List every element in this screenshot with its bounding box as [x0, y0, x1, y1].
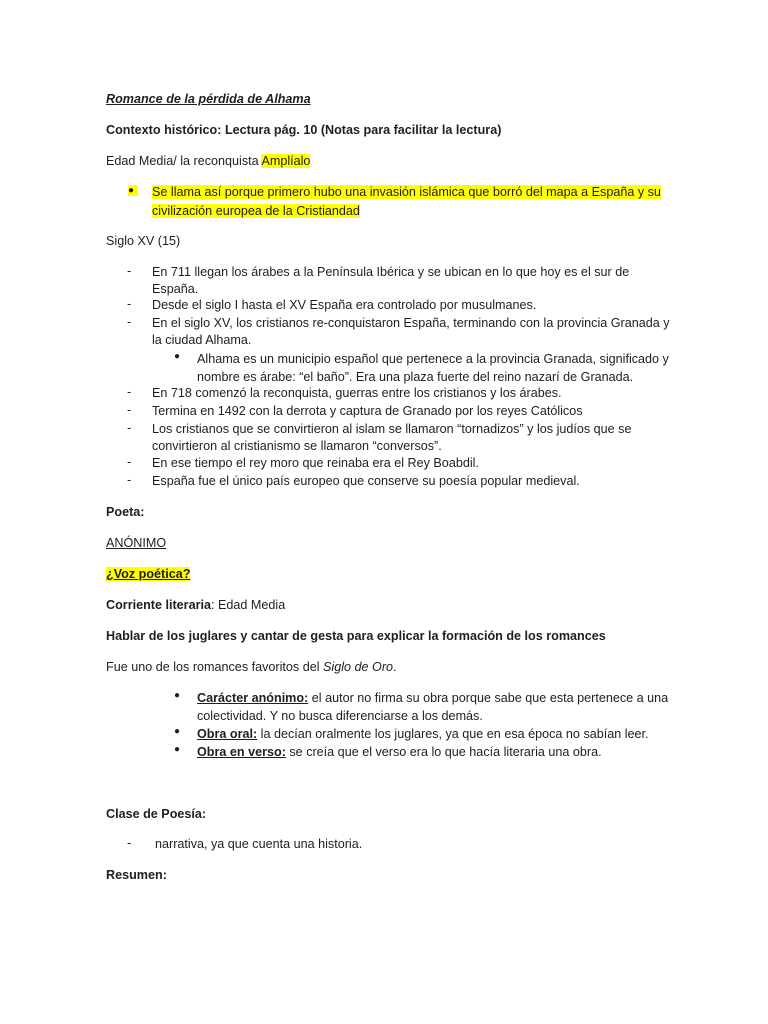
- favoritos-end: .: [393, 660, 397, 674]
- clase-item: narrativa, ya que cuenta una historia.: [155, 837, 363, 851]
- corriente-value: : Edad Media: [211, 598, 286, 612]
- feature-label: Carácter anónimo:: [197, 691, 309, 705]
- dash-bullet: -: [127, 836, 132, 850]
- history-item: En ese tiempo el rey moro que reinaba era el Rey Boabdil.: [152, 456, 479, 470]
- edad-media-line: [106, 152, 310, 170]
- clase-label: Clase de Poesía:: [106, 807, 207, 821]
- feature-item: [197, 725, 672, 743]
- siglo-de-oro: Siglo de Oro: [323, 660, 394, 674]
- poeta-label: Poeta:: [106, 505, 145, 519]
- history-item: En 711 llegan los árabes a la Península Ibérica y se ubican en lo que hoy es el sur de España.: [152, 265, 630, 297]
- feature-label: Obra oral:: [197, 727, 258, 741]
- history-item: En el siglo XV, los cristianos re-conquistaron España, terminando con la provincia Granada y la ciudad Alhama.: [152, 316, 670, 348]
- bullet-dot-icon: ●: [174, 726, 181, 737]
- feature-text: el autor no firma su obra porque sabe que esta pertenece a una colectividad. Y no busca diferenciarse a los demás.: [197, 691, 669, 723]
- corriente-label: Corriente literaria: [106, 598, 211, 612]
- document-title: Romance de la pérdida de Alhama: [106, 92, 311, 106]
- alhama-subitem: Alhama es un municipio español que pertenece a la provincia Granada, significado y nombre es árabe: “el baño”. Era una plaza fuerte del reino nazarí de Granada.: [197, 352, 669, 384]
- dash-bullet: -: [127, 421, 132, 435]
- dash-bullet: -: [127, 455, 132, 469]
- feature-text: la decían oralmente los juglares, ya que en esa época no sabían leer.: [257, 727, 649, 741]
- history-item: Los cristianos que se convirtieron al islam se llamaron “tornadizos” y los judíos que se convirtieron al cristianismo se llamaron “conversos”.: [152, 422, 632, 454]
- favoritos-line: [106, 658, 397, 676]
- amplialo-highlight: Amplíalo: [261, 154, 311, 168]
- dash-bullet: -: [127, 297, 132, 311]
- feature-label: Obra en verso:: [197, 745, 286, 759]
- feature-text: se creía que el verso era lo que hacía literaria una obra.: [285, 745, 602, 759]
- dash-bullet: -: [127, 385, 132, 399]
- bullet-dot-icon: ●: [174, 744, 181, 755]
- history-item: En 718 comenzó la reconquista, guerras entre los cristianos y los árabes.: [152, 386, 562, 400]
- bullet-dot-icon: ●: [174, 351, 181, 362]
- siglo-line: Siglo XV (15): [106, 234, 181, 248]
- bullet-dot-icon: ●: [128, 185, 138, 196]
- juglares-heading: Hablar de los juglares y cantar de gesta para explicar la formación de los romances: [106, 629, 606, 643]
- dash-bullet: -: [127, 473, 132, 487]
- dash-bullet: -: [127, 403, 132, 417]
- dash-bullet: -: [127, 315, 132, 329]
- favoritos-text: Fue uno de los romances favoritos del: [106, 660, 324, 674]
- bullet-dot-icon: ●: [174, 690, 181, 701]
- feature-item: [197, 689, 672, 725]
- context-heading: Contexto histórico: Lectura pág. 10 (Notas para facilitar la lectura): [106, 123, 502, 137]
- resumen-label: Resumen:: [106, 868, 167, 882]
- history-item: Termina en 1492 con la derrota y captura de Granado por los reyes Católicos: [152, 404, 583, 418]
- history-item: España fue el único país europeo que conserve su poesía popular medieval.: [152, 474, 580, 488]
- poeta-value: ANÓNIMO: [106, 536, 167, 550]
- edad-media-text: Edad Media/ la reconquista: [106, 154, 262, 168]
- voz-poetica-highlight: ¿Voz poética?: [106, 567, 191, 581]
- feature-item: [197, 743, 672, 761]
- corriente-line: [106, 596, 285, 614]
- history-item: Desde el siglo I hasta el XV España era controlado por musulmanes.: [152, 298, 537, 312]
- highlight-bullet-text: Se llama así porque primero hubo una invasión islámica que borró del mapa a España y su civilización europea de la Cristiandad: [152, 185, 661, 218]
- dash-bullet: -: [127, 264, 132, 278]
